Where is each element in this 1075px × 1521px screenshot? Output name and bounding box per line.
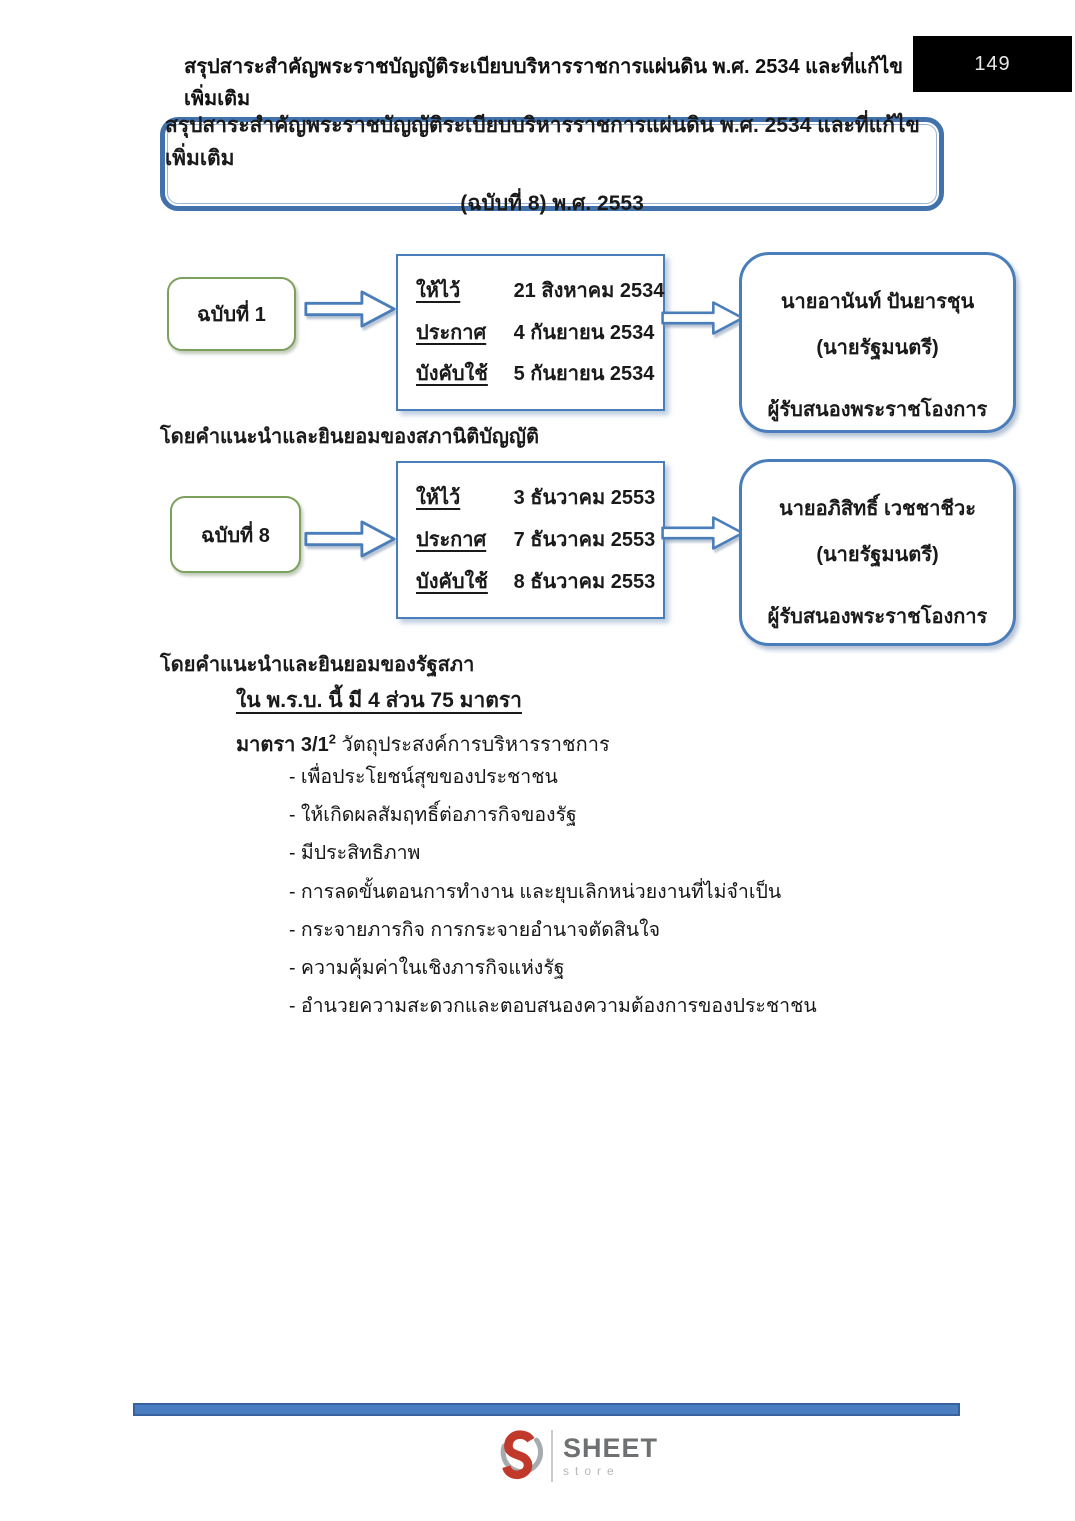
date-value: 21 สิงหาคม 2534 [513, 280, 665, 302]
edition-8-label: ฉบับที่ 8 [201, 524, 270, 547]
arrow-right-icon [660, 297, 746, 339]
objective-item: - ให้เกิดผลสัมฤทธิ์ต่อภารกิจของรัฐ [289, 803, 577, 826]
objectives-list [289, 757, 817, 1025]
section-title: วัตถุประสงค์การบริหารราชการ [341, 734, 610, 756]
document-title-box [160, 113, 944, 215]
date-row [416, 316, 655, 348]
objective-item: - มีประสิทธิภาพ [289, 842, 421, 865]
date-value: 4 กันยายน 2534 [513, 321, 655, 344]
date-label: ประกาศ [416, 321, 487, 344]
date-label: ให้ไว้ [416, 487, 461, 509]
document-title-line1: สรุปสาระสำคัญพระราชบัญญัติระเบียบบริหารราชการแผ่นดิน พ.ศ. 2534 และที่แก้ไขเพิ่มเติม [165, 113, 920, 170]
objective-item: - การลดขั้นตอนการทำงาน และยุบเลิกหน่วยงานที่ไม่จำเป็น [289, 880, 782, 903]
date-row [416, 523, 656, 555]
section-3-1-line [236, 728, 610, 760]
signatory-role: ผู้รับสนองพระราชโองการ [767, 399, 988, 421]
sheet-store-logo [497, 1426, 658, 1486]
edition-1-label: ฉบับที่ 1 [197, 304, 266, 326]
date-label: บังคับใช้ [416, 363, 488, 385]
brand-subtitle: store [563, 1464, 620, 1478]
date-label: ประกาศ [416, 529, 487, 551]
edition-8-box [170, 496, 301, 573]
date-label: ให้ไว้ [416, 280, 461, 302]
edition-8-signatory-box [739, 459, 1016, 646]
objective-item: - อำนวยความสะดวกและตอบสนองความต้องการของประชาชน [289, 995, 817, 1018]
edition-8-dates-box [396, 461, 665, 619]
objective-item: - เพื่อประโยชน์สุขของประชาชน [289, 765, 558, 788]
signatory-role: ผู้รับสนองพระราชโองการ [767, 606, 988, 628]
signatory-title: (นายรัฐมนตรี) [816, 337, 939, 359]
arrow-right-icon [660, 512, 746, 554]
objective-item: - ความคุ้มค่าในเชิงภารกิจแห่งรัฐ [289, 957, 565, 980]
brand-name: SHEET [563, 1433, 659, 1463]
act-structure-line: ใน พ.ร.บ. นี้ มี 4 ส่วน 75 มาตรา [236, 689, 522, 712]
date-value: 3 ธันวาคม 2553 [513, 487, 656, 509]
sheet-store-s-icon [497, 1426, 543, 1486]
date-row [416, 357, 655, 389]
date-row [416, 274, 665, 306]
date-label: บังคับใช้ [416, 571, 488, 593]
date-row [416, 481, 656, 513]
edition-8-approval-note: โดยคำแนะนำและยินยอมของรัฐสภา [160, 654, 475, 676]
section-label: มาตรา 3/1 [236, 734, 329, 756]
arrow-right-icon [303, 287, 398, 331]
date-value: 5 กันยายน 2534 [513, 363, 655, 385]
logo-divider [551, 1430, 553, 1482]
date-value: 8 ธันวาคม 2553 [513, 571, 656, 593]
signatory-name: นายอานันท์ ปันยารชุน [780, 291, 975, 313]
date-row [416, 565, 656, 597]
document-title-line2: (ฉบับที่ 8) พ.ศ. 2553 [460, 191, 644, 215]
objective-item: - กระจายภารกิจ การกระจายอำนาจตัดสินใจ [289, 918, 661, 941]
page-number: 149 [974, 52, 1011, 75]
signatory-title: (นายรัฐมนตรี) [816, 544, 939, 566]
page-number-box [913, 36, 1072, 92]
signatory-name: นายอภิสิทธิ์ เวชชาชีวะ [779, 498, 976, 520]
footer-divider-bar [133, 1403, 960, 1416]
section-superscript: 2 [328, 731, 336, 747]
arrow-right-icon [303, 517, 398, 561]
edition-1-dates-box [396, 254, 665, 411]
date-value: 7 ธันวาคม 2553 [513, 529, 656, 551]
edition-1-signatory-box [739, 252, 1016, 433]
page-header-title: สรุปสาระสำคัญพระราชบัญญัติระเบียบบริหารราชการแผ่นดิน พ.ศ. 2534 และที่แก้ไขเพิ่มเติม [184, 56, 903, 110]
edition-1-approval-note: โดยคำแนะนำและยินยอมของสภานิติบัญญัติ [160, 426, 539, 448]
edition-1-box [167, 277, 296, 351]
